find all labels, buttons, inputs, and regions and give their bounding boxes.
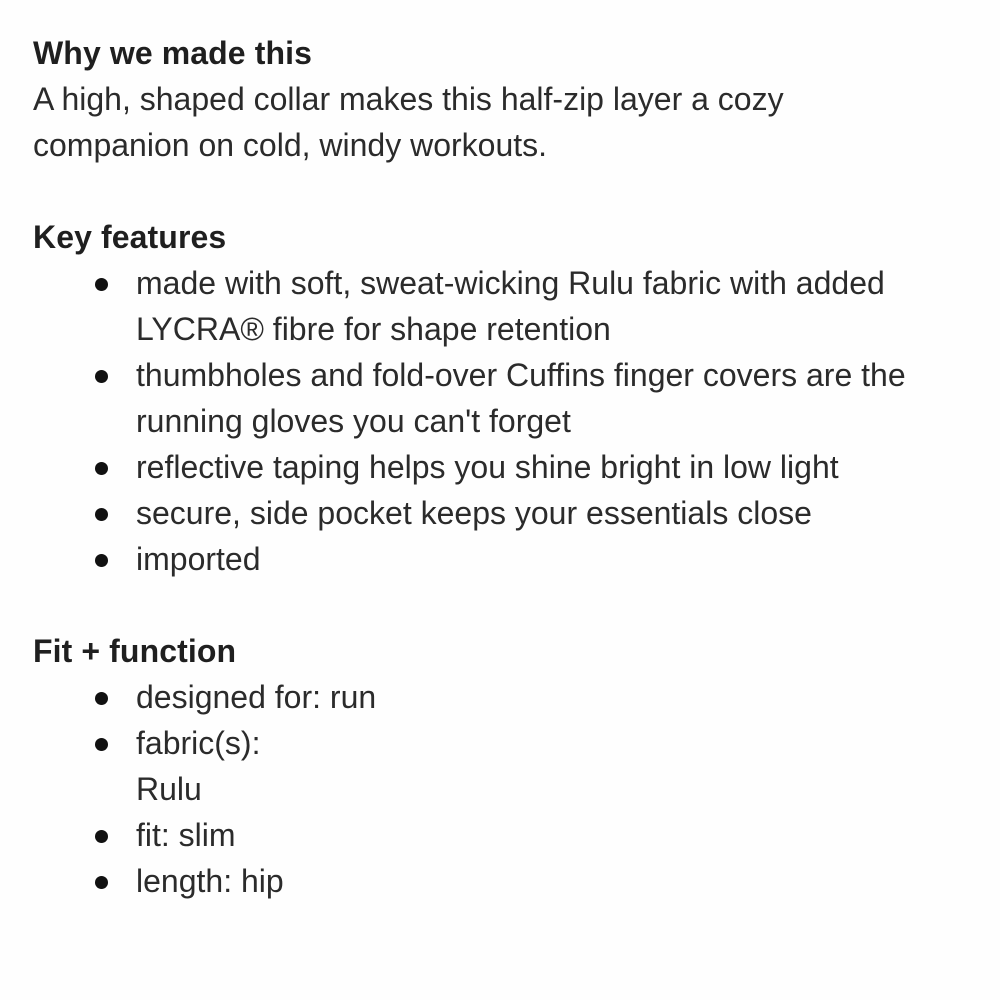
fit-item xyxy=(136,858,976,904)
feature-text: secure, side pocket keeps your essentials close xyxy=(136,495,812,531)
bullet-icon xyxy=(95,830,108,843)
bullet-icon xyxy=(95,738,108,751)
why-we-made-this-section xyxy=(33,30,1000,168)
feature-item xyxy=(136,260,976,352)
fit-function-section xyxy=(33,628,1000,904)
fabric-value: Rulu xyxy=(136,771,202,807)
fit-text: length: hip xyxy=(136,863,284,899)
fit-text: fit: slim xyxy=(136,817,236,853)
why-heading: Why we made this xyxy=(33,35,312,71)
feature-text: reflective taping helps you shine bright in low light xyxy=(136,449,839,485)
features-list xyxy=(33,260,1000,582)
fit-heading: Fit + function xyxy=(33,633,237,669)
bullet-icon xyxy=(95,462,108,475)
bullet-icon xyxy=(95,692,108,705)
bullet-icon xyxy=(95,876,108,889)
feature-item xyxy=(136,444,976,490)
fit-item xyxy=(136,674,976,720)
fit-item xyxy=(136,720,976,812)
feature-text: made with soft, sweat-wicking Rulu fabric with added LYCRA® fibre for shape retention xyxy=(136,265,885,347)
fabric-label: fabric(s): xyxy=(136,725,261,761)
bullet-icon xyxy=(95,370,108,383)
key-features-section xyxy=(33,214,1000,582)
feature-item xyxy=(136,536,976,582)
feature-text: thumbholes and fold-over Cuffins finger covers are the running gloves you can't forget xyxy=(136,357,906,439)
bullet-icon xyxy=(95,508,108,521)
feature-item xyxy=(136,352,976,444)
why-paragraph: A high, shaped collar makes this half-zip layer a cozy companion on cold, windy workouts. xyxy=(33,81,784,163)
features-heading: Key features xyxy=(33,219,227,255)
feature-text: imported xyxy=(136,541,261,577)
fit-item xyxy=(136,812,976,858)
bullet-icon xyxy=(95,554,108,567)
feature-item xyxy=(136,490,976,536)
fit-list xyxy=(33,674,1000,904)
fit-text: designed for: run xyxy=(136,679,377,715)
bullet-icon xyxy=(95,278,108,291)
